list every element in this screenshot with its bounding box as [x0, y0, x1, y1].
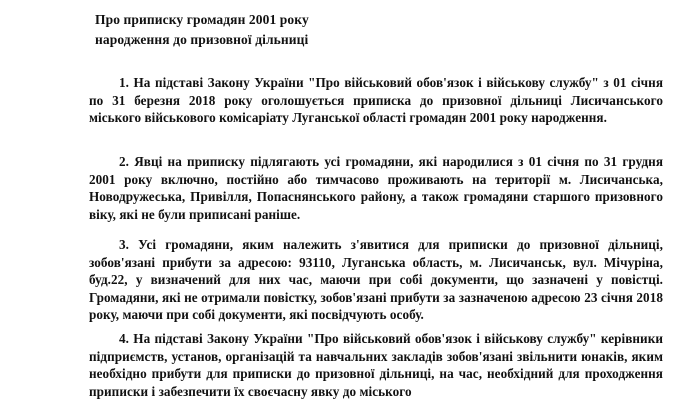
document-title [95, 10, 309, 50]
paragraph-4-text: 4. На підставі Закону України "Про військовий обов'язок і військову службу" керівники підприємств, установ, організацій та навчальних закладів зобов'язані звільнити юнаків, яким необхідно прибути для приписки до призовної дільниці, на час, необхідний для проходження приписки і забезпечити їх своєчасну явку до міського [89, 331, 663, 399]
title-line-1: Про приписку громадян 2001 року [95, 12, 309, 27]
paragraph-1 [89, 74, 663, 127]
paragraph-4 [89, 330, 663, 400]
paragraph-2-text: 2. Явці на приписку підлягають усі громадяни, які народилися з 01 січня по 31 грудня 2001 року включно, постійно або тимчасово проживають на території м. Лисичанська, Новодружеська, Привілля, Попаснянського району, а також громадяни старшого призовного віку, які не були приписані раніше. [89, 154, 663, 222]
paragraph-3-text: 3. Усі громадяни, яким належить з'явитися для приписки до призовної дільниці, зобов'язані прибути за адресою: 93110, Луганська область, м. Лисичанськ, вул. Мічуріна, буд.22, у визначений для них час, маючи при собі документи, що зазначені у повістці. Громадяни, які не отримали повістку, зобов'язані прибути за зазначеною адресою 23 січня 2018 року, маючи при собі документи, які посвідчують особу. [89, 237, 663, 322]
paragraph-1-text: 1. На підставі Закону України "Про військовий обов'язок і військову службу" з 01 січня по 31 березня 2018 року оголошується приписка до призовної дільниці Лисичанського міського військового комісаріату Луганської області громадян 2001 року народження. [89, 75, 663, 125]
title-line-2: народження до призовної дільниці [95, 32, 309, 47]
paragraph-3 [89, 236, 663, 324]
paragraph-2 [89, 153, 663, 223]
